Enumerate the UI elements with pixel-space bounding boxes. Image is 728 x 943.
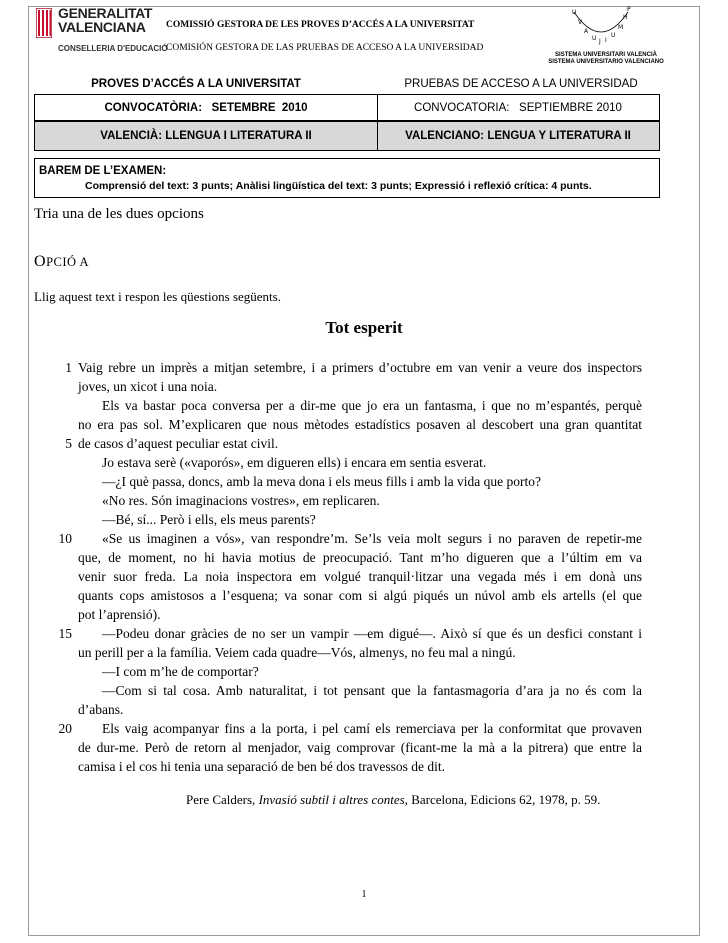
barem-title: BAREM DE L’EXAMEN: [39, 165, 167, 177]
generalitat-shield-icon [36, 8, 52, 38]
text-line: un perill per a la família. Veiem cada quadre—Vós, almenys, no feu mal a ningú. [78, 645, 516, 660]
source-book-title: Invasió subtil i altres contes [258, 792, 405, 807]
barem-detail: Comprensió del text: 3 punts; Anàlisi lingüística del text: 3 punts; Expressió i reflexió crítica: 4 punts. [85, 180, 592, 192]
source-publication: , Barcelona, Edicions 62, 1978, p. 59. [404, 792, 601, 807]
svg-text:P: P [627, 6, 631, 13]
text-line: no era pas sol. M’explicaren que nous mètodes estadístics posaven al descobert una gran quantitat [78, 417, 642, 432]
text-line: de casos d’aquest peculiar estat civil. [78, 436, 279, 451]
text-line: —Podeu donar gràcies de no ser un vampir —em digué—. Això sí que és un desfici constant i [102, 626, 642, 641]
logo-line-2: VALENCIANA [58, 19, 146, 35]
svg-text:M: M [618, 24, 624, 31]
proves-title-valencian: PROVES D’ACCÉS A LA UNIVERSITAT [91, 78, 301, 90]
svg-text:U: U [611, 32, 616, 39]
convocatoria-box [34, 94, 660, 121]
text-line: Jo estava serè («vaporós», em digueren ells) i encara em sentia esverat. [102, 455, 487, 470]
text-line: joves, un xicot i una noia. [78, 379, 218, 394]
commission-title-spanish: COMISIÓN GESTORA DE LAS PRUEBAS DE ACCESO A LA UNIVERSIDAD [166, 43, 484, 53]
line-number: 1 [65, 360, 72, 375]
line-number: 10 [58, 531, 72, 546]
line-number: 5 [65, 436, 72, 451]
commission-title-valencian: COMISSIÓ GESTORA DE LES PROVES D’ACCÉS A LA UNIVERSITAT [166, 20, 475, 30]
svg-text:V: V [578, 19, 583, 26]
subject-spanish: VALENCIANO: LENGUA Y LITERATURA II [405, 130, 631, 142]
choose-option-instruction: Tria una de les dues opcions [34, 206, 204, 222]
line-number: 20 [58, 721, 72, 736]
source-citation [186, 792, 600, 808]
svg-text:U: U [572, 9, 577, 16]
text-line: «Se us imaginen a vós», van respondre’m. Se’ls veia molt segurs i no paraven de repetir-me [102, 531, 642, 546]
barem-box [34, 158, 660, 198]
proves-title-spanish: PRUEBAS DE ACCESO A LA UNIVERSIDAD [404, 78, 638, 90]
svg-text:H: H [623, 14, 628, 21]
logo-line-1: GENERALITAT [58, 5, 153, 21]
line-number: 15 [58, 626, 72, 641]
source-author: Pere Calders, [186, 792, 259, 807]
university-system-label [536, 52, 676, 66]
read-instruction: Llig aquest text i respon les qüestions següents. [34, 289, 281, 304]
subject-valencian: VALENCIÀ: LLENGUA I LITERATURA II [35, 122, 378, 150]
text-line: —Com si tal cosa. Amb naturalitat, i tot pensant que la fantasmagoria d’ara ja no és com la [102, 683, 642, 698]
text-line: quants cops amistosos a l’esquena; va sonar com si algú piqués un núvol amb els artells (el que [78, 588, 642, 603]
university-system-valencian: SISTEMA UNIVERSITARI VALENCIÀ [555, 52, 657, 58]
svg-text:J: J [599, 38, 601, 45]
option-a-heading [34, 253, 89, 271]
text-line: «No res. Són imaginacions vostres», em replicaren. [102, 493, 380, 508]
text-line: —¿I què passa, doncs, amb la meva dona i els meus fills i amb la vida que porto? [102, 474, 542, 489]
convocatoria-spanish: CONVOCATORIA: SEPTIEMBRE 2010 [414, 101, 622, 114]
text-line: Els vaig acompanyar fins a la porta, i pel camí els remerciava per la conformitat que provaven [102, 721, 642, 736]
text-line: d’abans. [78, 702, 124, 717]
university-system-seal-icon [566, 6, 636, 52]
text-line: —I com m’he de comportar? [102, 664, 259, 679]
convocatoria-valencian: CONVOCATÒRIA: SETEMBRE 2010 [35, 95, 378, 120]
option-first-letter: O [34, 253, 47, 270]
generalitat-wordmark [58, 6, 152, 34]
svg-text:U: U [592, 35, 597, 42]
svg-text:A: A [584, 28, 589, 35]
text-line: camisa i el cos hi tenia una separació de ben bé dos travessos de dit. [78, 759, 446, 774]
option-rest: PCIÓ A [46, 255, 90, 269]
generalitat-logo [36, 5, 168, 62]
page-number: 1 [361, 889, 367, 900]
text-line: pot l’aprensió). [78, 607, 161, 622]
conselleria-label: CONSELLERIA D'EDUCACIÓ [58, 44, 168, 53]
text-line: venir suor freda. La noia inspectora em volgué tranquil·litzar una vegada més i em donà uns [78, 569, 642, 584]
text-line: de dur-me. Però de retorn al menjador, vaig comprovar (ficant-me la mà a la pitrera) que entre la [78, 740, 642, 755]
text-line: —Bé, sí... Però i ells, els meus parents? [102, 512, 316, 527]
text-line: Els va bastar poca conversa per a dir-me que jo era un fantasma, i que no m’espantés, perquè [102, 398, 642, 413]
university-system-spanish: SISTEMA UNIVERSITARIO VALENCIANO [548, 59, 664, 65]
text-line: Vaig rebre un imprès a mitjan setembre, i a primers d’octubre em van venir a veure dos inspectors [78, 360, 642, 375]
text-title: Tot esperit [325, 318, 403, 337]
svg-text:I: I [605, 37, 607, 44]
subject-box [34, 121, 660, 151]
text-line: que, de moment, no hi havia motius de preocupació. Tant m’ho digueren que a l’últim em va [78, 550, 642, 565]
